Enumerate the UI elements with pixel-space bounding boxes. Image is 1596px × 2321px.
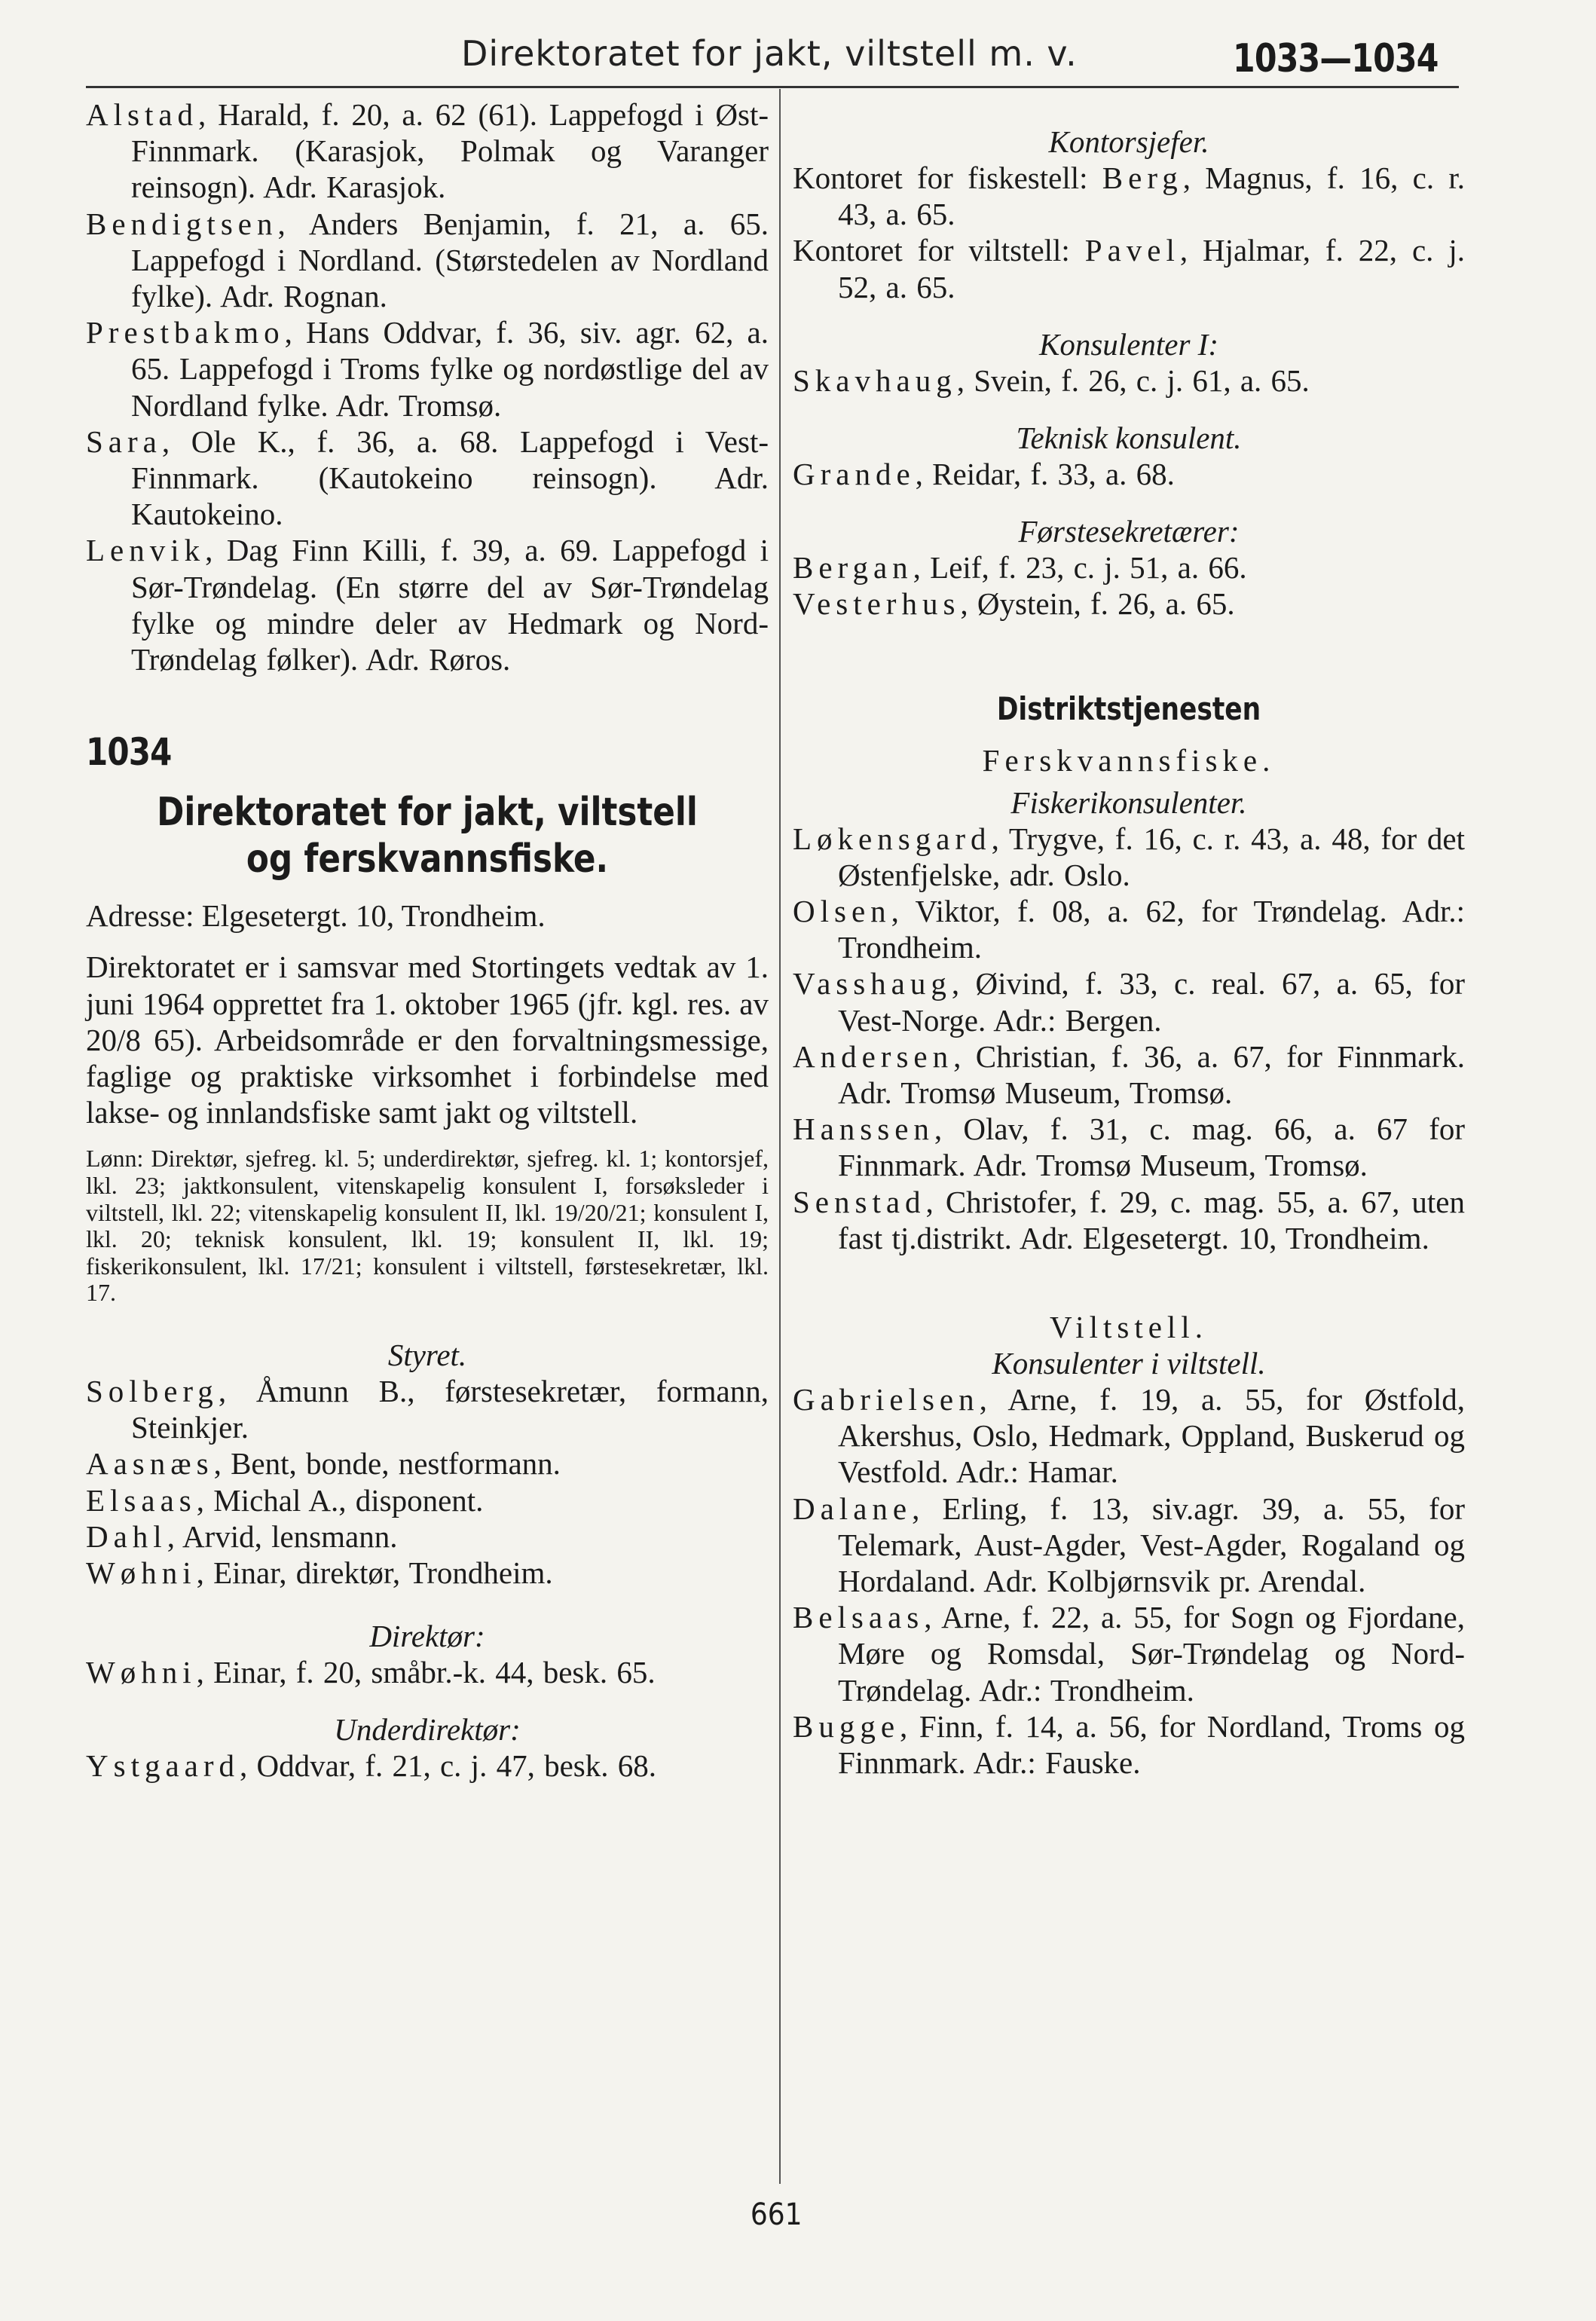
entry-name: Ystgaard <box>86 1748 240 1784</box>
entry-text: , Anders Benjamin, f. 21, a. 65. Lappefogd i Nordland. (Størstedelen av Nordland fylke). Adr. Rognan. <box>131 206 769 314</box>
list-item <box>86 532 769 677</box>
entry-text: , Hans Oddvar, f. 36, siv. agr. 62, a. 65. Lappefogd i Troms fylke og nordøstlige del av Nordland fylke. Adr. Tromsø. <box>131 315 769 423</box>
lappefogd-list <box>86 96 769 677</box>
entry-name: Andersen <box>793 1038 954 1074</box>
entry-name: Elsaas <box>86 1482 197 1518</box>
list-item <box>793 1491 1465 1600</box>
list-item <box>793 1111 1465 1183</box>
list-item <box>86 424 769 533</box>
entry-name: Bergan <box>793 550 913 586</box>
list-item <box>793 1038 1465 1111</box>
entry-name: Dahl <box>86 1518 167 1554</box>
entry-text: , Hjalmar, f. 22, c. j. 52, a. 65. <box>838 233 1465 304</box>
entry-name: Pavel <box>1084 233 1180 268</box>
column-divider <box>779 89 781 2184</box>
entry-name: Belsaas <box>793 1600 925 1635</box>
underdirektor-heading: Underdirektør: <box>334 1712 521 1748</box>
entry-name: Lenvik <box>86 533 206 568</box>
entry-name: Wøhni <box>86 1655 197 1690</box>
styret-heading: Styret. <box>387 1338 467 1373</box>
list-item <box>793 456 1465 492</box>
entry-name: Senstad <box>793 1184 926 1219</box>
description: Direktoratet er i samsvar med Stortingets vedtak av 1. juni 1964 opprettet fra 1. oktober 1965 (jfr. kgl. res. av 20/8 65). Arbeidsområde er den forvaltningsmessige, faglige og praktiske virksomhet i forbindelse med lakse- og innlandsfiske samt jakt og viltstell. <box>86 950 769 1130</box>
list-item <box>793 232 1465 304</box>
fiskerikonsulenter-list <box>793 821 1465 1256</box>
list-item <box>793 965 1465 1038</box>
entry-name: Sara <box>86 424 162 459</box>
running-header-title: Direktoratet for jakt, viltstell m. v. <box>461 33 1078 74</box>
list-item <box>793 821 1465 893</box>
entry-text: , Magnus, f. 16, c. r. 43, a. 65. <box>838 161 1465 232</box>
section-title-line1: Direktoratet for jakt, viltstell <box>157 790 698 836</box>
styret-list <box>86 1373 769 1591</box>
header-rule <box>86 86 1459 88</box>
fiskerikonsulenter-heading: Fiskerikonsulenter. <box>1010 784 1247 820</box>
viltstell-list <box>793 1381 1465 1781</box>
list-item <box>86 1518 769 1555</box>
list-item <box>86 96 769 206</box>
entry-text: , Viktor, f. 08, a. 62, for Trøndelag. Adr.: Trondheim. <box>838 894 1465 965</box>
entry-name: Bugge <box>793 1708 900 1744</box>
teknisk-heading: Teknisk konsulent. <box>1016 420 1242 456</box>
entry-name: Hanssen <box>793 1112 934 1147</box>
list-item <box>793 1708 1465 1781</box>
entry-name: Dalane <box>793 1491 913 1526</box>
entry-name: Grande <box>793 457 916 492</box>
entry-text: , Einar, f. 20, småbr.-k. 44, besk. 65. <box>196 1655 656 1690</box>
list-item <box>793 549 1465 586</box>
entry-name: Solberg <box>86 1374 219 1409</box>
list-item <box>793 362 1465 399</box>
section-title-line2: og ferskvannsfiske. <box>246 836 609 882</box>
entry-text: , Erling, f. 13, siv.agr. 39, a. 55, for Telemark, Aust-Agder, Vest-Agder, Rogaland og Hordaland. Adr. Kolbjørnsvik pr. Arendal. <box>838 1491 1465 1599</box>
entry-name: Vasshaug <box>793 966 952 1001</box>
list-item <box>86 206 769 315</box>
entry-text: , Christian, f. 36, a. 67, for Finnmark. Adr. Tromsø Museum, Tromsø. <box>838 1038 1465 1111</box>
address: Adresse: Elgesetergt. 10, Trondheim. <box>86 898 546 934</box>
list-item <box>793 586 1465 622</box>
entry-text: , Trygve, f. 16, c. r. 43, a. 48, for det Østenfjelske, adr. Oslo. <box>838 821 1465 892</box>
list-item <box>86 314 769 424</box>
konsulenter-viltstell-heading: Konsulenter i viltstell. <box>992 1346 1266 1381</box>
page-number: 661 <box>750 2197 803 2232</box>
entry-text: , Leif, f. 23, c. j. 51, a. 66. <box>913 550 1247 586</box>
entry-name: Skavhaug <box>793 362 957 398</box>
list-item <box>86 1373 769 1445</box>
entry-text: , Einar, direktør, Trondheim. <box>196 1555 553 1591</box>
entry-text: , Harald, f. 20, a. 62 (61). Lappefogd i Øst-Finnmark. (Karasjok, Polmak og Varanger reinsogn). Adr. Karasjok. <box>131 97 769 205</box>
entry-text: , Ole K., f. 36, a. 68. Lappefogd i Vest-Finnmark. (Kautokeino reinsogn). Adr. Kautokeino. <box>131 424 769 532</box>
list-item <box>793 1184 1465 1256</box>
kontorsjefer-heading: Kontorsjefer. <box>1048 124 1209 159</box>
entry-name: Løkensgard <box>793 821 992 856</box>
entry-text: , Bent, bonde, nestformann. <box>213 1446 561 1482</box>
list-item <box>793 160 1465 232</box>
section-number: 1034 <box>86 730 172 775</box>
underdirektor-entry <box>86 1748 769 1784</box>
list-item <box>86 1445 769 1482</box>
ferskvannsfiske-heading: Ferskvannsfiske. <box>982 742 1276 778</box>
distriktstjenesten-heading: Distriktstjenesten <box>996 690 1261 727</box>
entry-name: Wøhni <box>86 1555 197 1591</box>
entry-text: , Dag Finn Killi, f. 39, a. 69. Lappefogd i Sør-Trøndelag. (En større del av Sør-Trøndelag fylke og mindre deler av Hedmark og Nord-Trøndelag følker). Adr. Røros. <box>131 533 769 677</box>
running-header-page-numbers: 1033—1034 <box>1233 36 1439 81</box>
direktor-entry <box>86 1654 769 1690</box>
entry-name: Olsen <box>793 894 891 929</box>
entry-text: , Reidar, f. 33, a. 68. <box>915 457 1175 492</box>
left-column <box>86 96 769 1784</box>
entry-prefix: Kontoret for fiskestell: <box>793 161 1102 195</box>
entry-text: , Finn, f. 14, a. 56, for Nordland, Troms og Finnmark. Adr.: Fauske. <box>838 1708 1465 1781</box>
viltstell-heading: Viltstell. <box>1050 1310 1208 1345</box>
entry-text: , Michal A., disponent. <box>196 1482 484 1518</box>
entry-text: , Arne, f. 19, a. 55, for Østfold, Akershus, Oslo, Hedmark, Oppland, Buskerud og Vestfold. Adr.: Hamar. <box>838 1382 1465 1490</box>
forstesekretaerer-heading: Førstesekretærer: <box>1018 514 1240 549</box>
right-column <box>793 96 1465 1781</box>
entry-text: , Svein, f. 26, c. j. 61, a. 65. <box>956 362 1310 398</box>
entry-text: , Oddvar, f. 21, c. j. 47, besk. 68. <box>240 1748 656 1784</box>
salary-paragraph: Lønn: Direktør, sjefreg. kl. 5; underdirektør, sjefreg. kl. 1; kontorsjef, lkl. 23; jaktkonsulent, vitenskapelig konsulent I, forsøksleder i viltstell, lkl. 22; vitenskapelig konsulent II, lkl. 19/20/21; konsulent I, lkl. 20; teknisk konsulent, lkl. 19; konsulent II, lkl. 19; fiskerikonsulent, lkl. 17/21; konsulent i viltstell, førstesekretær, lkl. 17. <box>86 1145 769 1307</box>
list-item <box>793 1381 1465 1491</box>
entry-name: Bendigtsen <box>86 206 278 241</box>
entry-name: Gabrielsen <box>793 1382 980 1417</box>
entry-text: , Arne, f. 22, a. 55, for Sogn og Fjordane, Møre og Romsdal, Sør-Trøndelag og Nord-Trøndelag. Adr.: Trondheim. <box>838 1600 1465 1708</box>
entry-text: , Christofer, f. 29, c. mag. 55, a. 67, uten fast tj.distrikt. Adr. Elgesetergt. 10, Trondheim. <box>838 1184 1465 1255</box>
entry-name: Vesterhus <box>793 586 961 622</box>
entry-text: , Øivind, f. 33, c. real. 67, a. 65, for Vest-Norge. Adr.: Bergen. <box>838 966 1465 1038</box>
list-item <box>793 1599 1465 1708</box>
entry-text: , Olav, f. 31, c. mag. 66, a. 67 for Finnmark. Adr. Tromsø Museum, Tromsø. <box>838 1112 1465 1183</box>
entry-text: , Øystein, f. 26, a. 65. <box>960 586 1235 622</box>
entry-text: , Arvid, lensmann. <box>167 1518 398 1554</box>
entry-text: , Åmunn B., førstesekretær, formann, Steinkjer. <box>131 1374 769 1445</box>
entry-name: Aasnæs <box>86 1446 214 1482</box>
list-item <box>86 1482 769 1518</box>
list-item <box>793 893 1465 965</box>
entry-name: Prestbakmo <box>86 315 285 350</box>
direktor-heading: Direktør: <box>369 1619 485 1654</box>
konsulenter-heading: Konsulenter I: <box>1039 326 1218 362</box>
entry-name: Berg <box>1102 161 1183 195</box>
entry-name: Alstad <box>86 97 199 132</box>
entry-prefix: Kontoret for viltstell: <box>793 233 1085 268</box>
list-item <box>86 1555 769 1591</box>
